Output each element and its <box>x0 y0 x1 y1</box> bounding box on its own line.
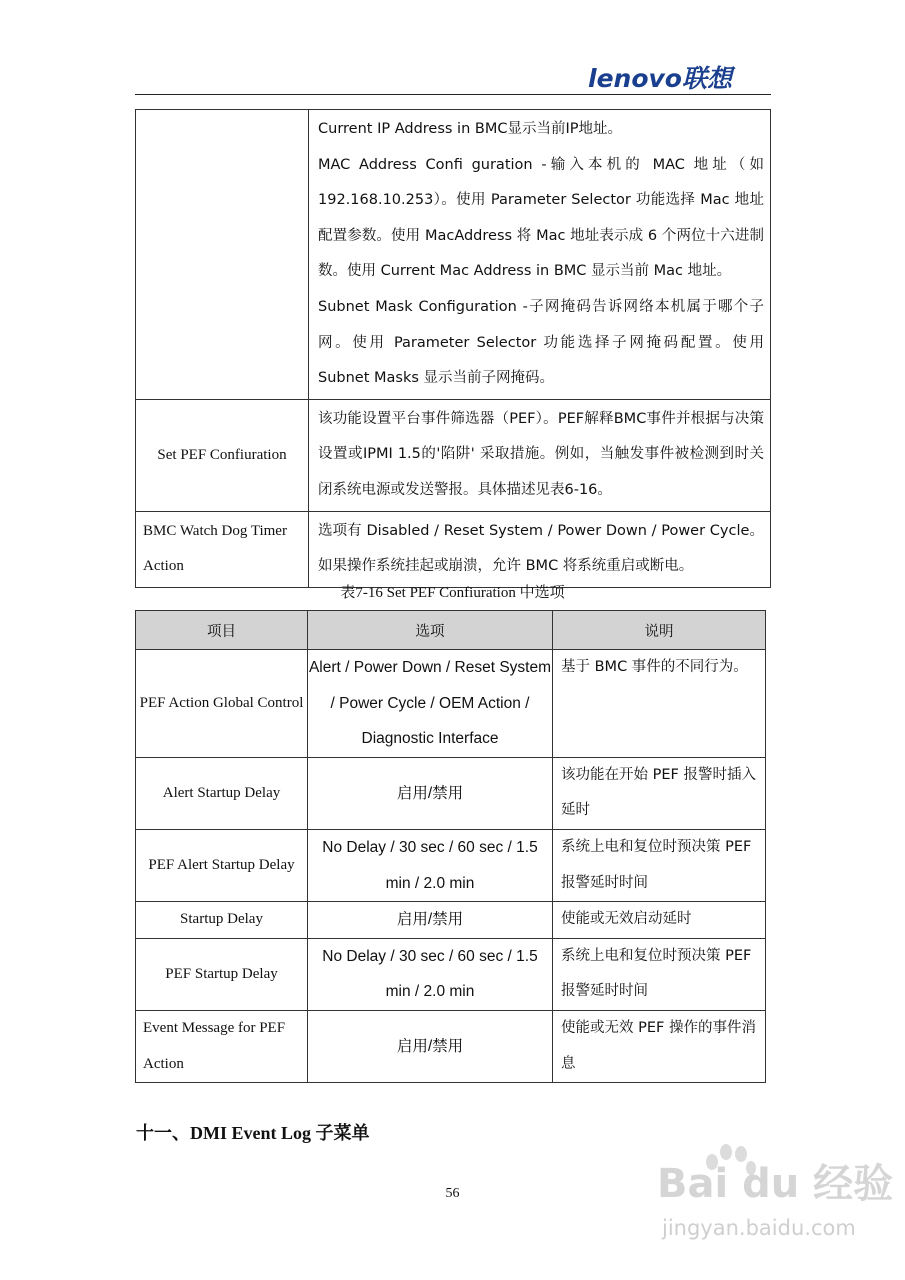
option-cell: Alert / Power Down / Reset System / Power Cycle / OEM Action / Diagnostic Interface <box>308 650 553 758</box>
table-row <box>136 511 771 587</box>
table-row <box>136 1010 766 1082</box>
pef-options-table <box>135 610 766 1083</box>
description-paragraph: Current IP Address in BMC显示当前IP地址。 <box>318 121 622 137</box>
item-cell: PEF Action Global Control <box>136 650 308 758</box>
description-cell: 基于 BMC 事件的不同行为。 <box>553 650 766 758</box>
watermark-text: Bai du 经验 <box>657 1161 894 1207</box>
section-heading: 十一、DMI Event Log 子菜单 <box>136 1123 370 1143</box>
option-cell: 启用/禁用 <box>308 902 553 939</box>
item-cell: Alert Startup Delay <box>136 757 308 829</box>
table-caption: 表7-16 Set PEF Confiuration 中选项 <box>340 585 565 601</box>
table-row <box>136 399 771 511</box>
table-row <box>136 938 766 1010</box>
description-cell: 使能或无效启动延时 <box>553 902 766 939</box>
description-cell: 系统上电和复位时预决策 PEF 报警延时时间 <box>553 938 766 1010</box>
watermark-url: jingyan.baidu.com <box>662 1216 856 1240</box>
lenovo-logo: lenovo联想 <box>588 64 732 93</box>
option-cell: 启用/禁用 <box>308 1010 553 1082</box>
item-cell: Startup Delay <box>136 902 308 939</box>
table-row <box>136 110 771 400</box>
option-cell: No Delay / 30 sec / 60 sec / 1.5 min / 2.0 min <box>308 938 553 1010</box>
table-row <box>136 650 766 758</box>
description-paragraph: 选项有 Disabled / Reset System / Power Down / Power Cycle。如果操作系统挂起或崩溃，允许 BMC 将系统重启或断电。 <box>318 522 764 575</box>
description-cell <box>309 511 771 587</box>
header-divider <box>135 94 771 95</box>
description-paragraph: 该功能设置平台事件筛选器（PEF）。PEF解释BMC事件并根据与决策设置或IPMI 1.5的'陷阱' 采取措施。例如，当触发事件被检测到时关闭系统电源或发送警报。具体描述见表6-16。 <box>318 410 764 498</box>
table-row <box>136 757 766 829</box>
settings-description-table <box>135 109 771 588</box>
column-header: 选项 <box>308 611 553 650</box>
option-cell: No Delay / 30 sec / 60 sec / 1.5 min / 2.0 min <box>308 829 553 901</box>
option-cell: 启用/禁用 <box>308 757 553 829</box>
column-header: 说明 <box>553 611 766 650</box>
item-cell: Event Message for PEF Action <box>136 1010 308 1082</box>
baidu-jingyan-watermark <box>612 1140 894 1270</box>
description-cell <box>309 399 771 511</box>
item-cell <box>136 110 309 400</box>
table-row <box>136 829 766 901</box>
table-row <box>136 902 766 939</box>
page-number: 56 <box>445 1186 460 1201</box>
description-paragraph: Subnet Mask Configuration -子网掩码告诉网络本机属于哪个子网。使用 Parameter Selector 功能选择子网掩码配置。使用 Subnet Masks 显示当前子网掩码。 <box>318 298 764 387</box>
description-cell: 该功能在开始 PEF 报警时插入延时 <box>553 757 766 829</box>
table-header-row <box>136 611 766 650</box>
description-cell: 使能或无效 PEF 操作的事件消息 <box>553 1010 766 1082</box>
item-cell: BMC Watch Dog Timer Action <box>136 511 309 587</box>
item-cell: PEF Startup Delay <box>136 938 308 1010</box>
item-cell: Set PEF Confiuration <box>136 399 309 511</box>
item-cell: PEF Alert Startup Delay <box>136 829 308 901</box>
column-header: 项目 <box>136 611 308 650</box>
description-cell <box>309 110 771 400</box>
description-cell: 系统上电和复位时预决策 PEF 报警延时时间 <box>553 829 766 901</box>
description-paragraph: MAC Address Confi guration -输入本机的 MAC 地址（如 192.168.10.253）。使用 Parameter Selector 功能选择 Mac 地址配置参数。使用 MacAddress 将 Mac 地址表示成 6 个两位十六进制数。使用 Current Mac Address in BMC 显示当前 Mac 地址。 <box>318 156 764 280</box>
